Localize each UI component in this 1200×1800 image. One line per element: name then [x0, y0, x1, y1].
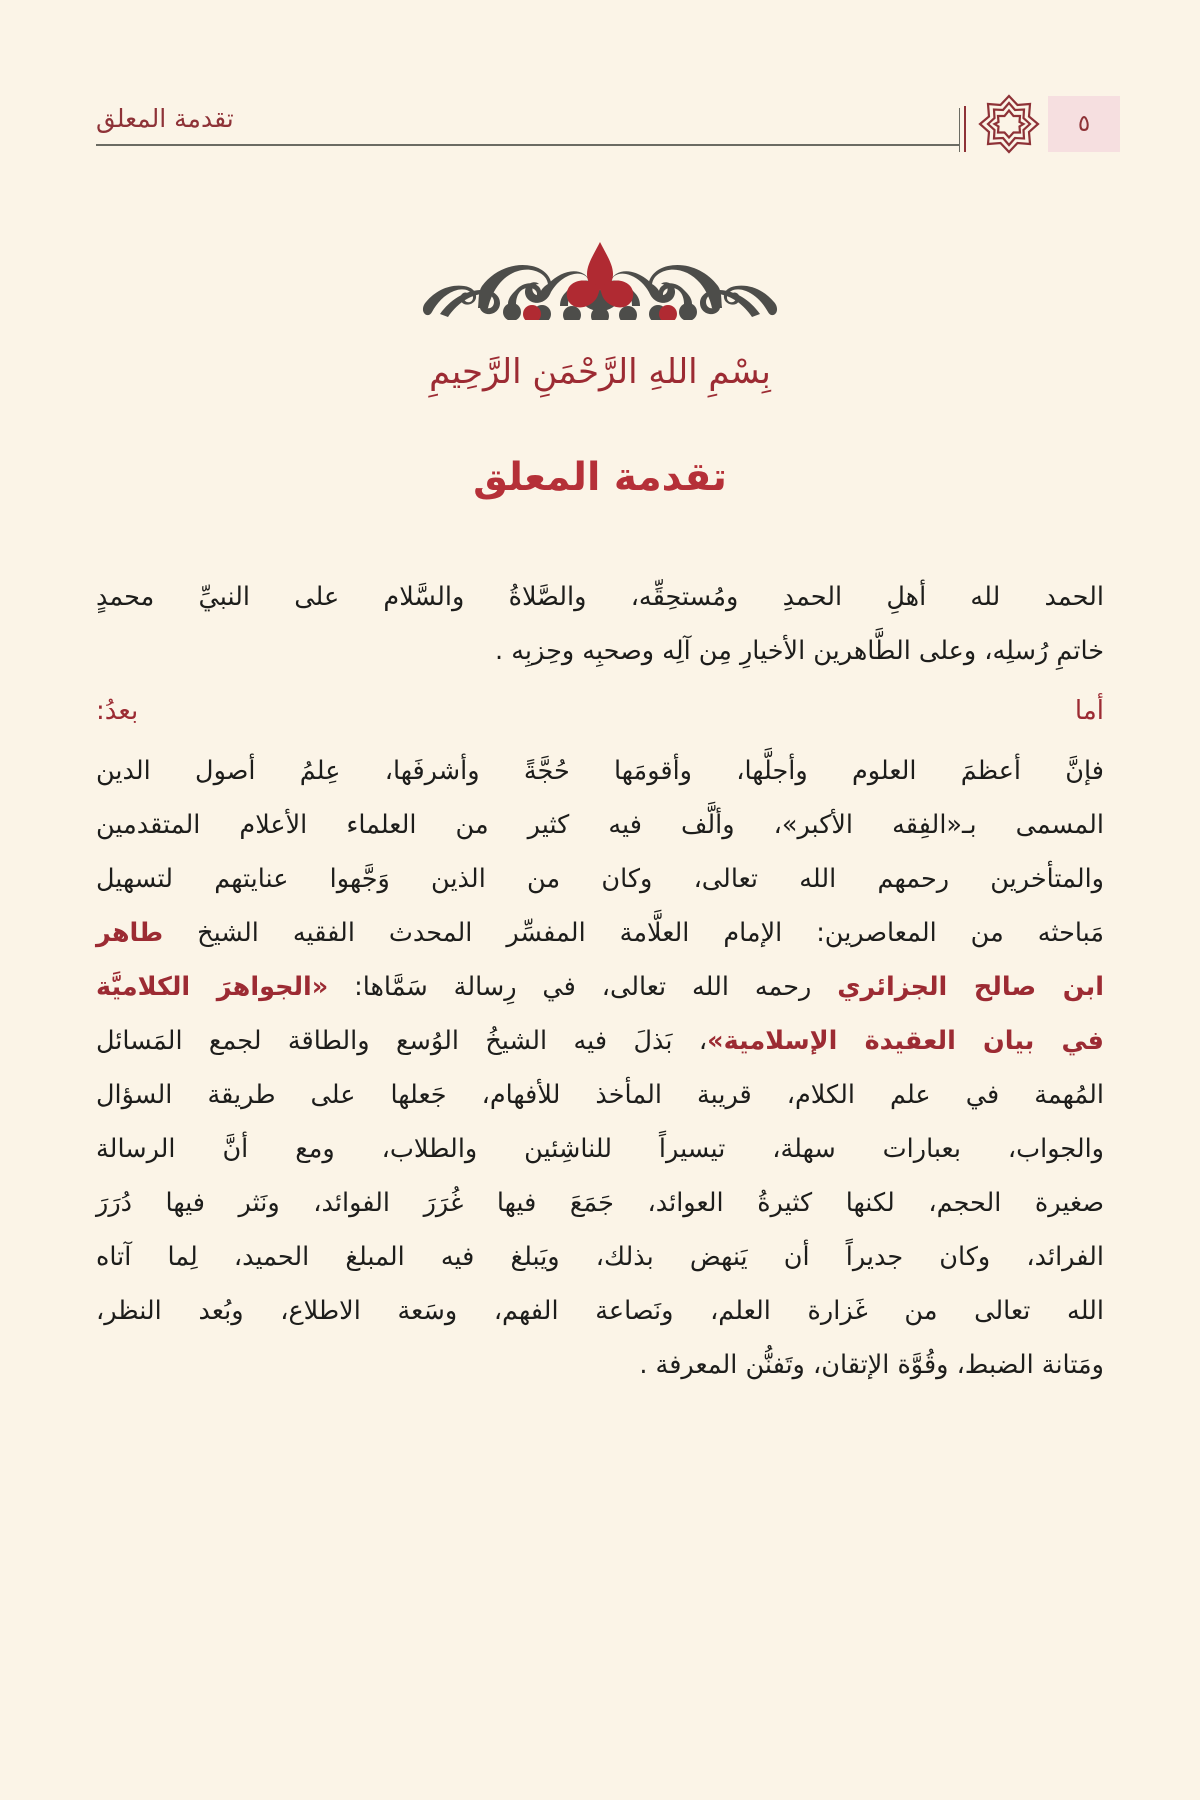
amma-baad-phrase: أما بعدُ:	[96, 696, 1104, 726]
text-line: فإنَّ أعظمَ العلوم وأجلَّها، وأقومَها حُجَّةً وأشرفَها، عِلمُ أصول الدين	[96, 756, 1104, 786]
header-row	[96, 96, 1120, 152]
text-line: خاتمِ رُسلِه، وعلى الطَّاهرين الأخيارِ مِن آلِه وصحبِه وحِزبِه .	[495, 636, 1104, 666]
page-number: ٥	[1077, 110, 1091, 137]
text-line-with-title-cont	[96, 1014, 1104, 1068]
text-line: الله تعالى من غَزارة العلم، ونَصاعة الفهم، وسَعة الاطلاع، وبُعد النظر،	[96, 1296, 1104, 1326]
text-line: الفرائد، وكان جديراً أن يَنهض بذلك، ويَبلغ فيه المبلغ الحميد، لِما آتاه	[96, 1242, 1104, 1272]
page-header	[96, 96, 1120, 168]
text-segment: ، بَذلَ فيه الشيخُ الوُسع والطاقة لجمع المَسائل	[96, 1026, 708, 1056]
book-title-highlight: في بيان العقيدة الإسلامية»	[707, 1026, 1104, 1056]
text-line: والجواب، بعبارات سهلة، تيسيراً للناشِئين والطلاب، ومع أنَّ الرسالة	[96, 1134, 1104, 1164]
text-segment: مَباحثه من المعاصرين: الإمام العلَّامة المفسِّر المحدث الفقيه الشيخ	[163, 918, 1104, 948]
text-line: والمتأخرين رحمهم الله تعالى، وكان من الذين وَجَّهوا عنايتهم لتسهيل	[96, 864, 1104, 894]
basmala-calligraphy: بِسْمِ اللهِ الرَّحْمَنِ الرَّحِيمِ	[429, 352, 771, 392]
page-title: تقدمة المعلق	[473, 455, 727, 500]
text-segment: رحمه الله تعالى، في رِسالة سَمَّاها:	[328, 972, 838, 1002]
paragraph-opening	[96, 570, 1104, 678]
author-name-highlight: ابن صالح الجزائري	[837, 972, 1104, 1002]
header-rule	[96, 96, 968, 152]
text-line: صغيرة الحجم، لكنها كثيرةُ العوائد، جَمَعَ فيها غُرَرَ الفوائد، ونَثر فيها دُرَرَ	[96, 1188, 1104, 1218]
text-line: المسمى بـ«الفِقه الأكبر»، وألَّف فيه كثير من العلماء الأعلام المتقدمين	[96, 810, 1104, 840]
header-horizontal-rule	[96, 144, 960, 146]
text-line-with-title	[96, 960, 1104, 1014]
arabesque-divider-ornament	[0, 228, 1200, 320]
text-line-with-author	[96, 906, 1104, 960]
running-header-title: تقدمة المعلق	[96, 104, 234, 133]
paragraph-main	[96, 744, 1104, 1392]
book-title-highlight: «الجواهرَ الكلاميَّة	[96, 972, 329, 1002]
text-line: الحمد لله أهلِ الحمدِ ومُستحِقِّه، والصَّلاةُ والسَّلام على النبيِّ محمدٍ	[96, 582, 1104, 612]
body-text	[96, 570, 1104, 1398]
page-number-box	[1048, 96, 1120, 152]
author-name-highlight: طاهر	[96, 918, 164, 948]
eight-pointed-star-icon	[978, 93, 1040, 155]
text-line: ومَتانة الضبط، وقُوَّة الإتقان، وتَفنُّن المعرفة .	[639, 1350, 1104, 1380]
text-line: المُهمة في علم الكلام، قريبة المأخذ للأفهام، جَعلها على طريقة السؤال	[96, 1080, 1104, 1110]
header-vertical-rule-red	[964, 106, 966, 152]
